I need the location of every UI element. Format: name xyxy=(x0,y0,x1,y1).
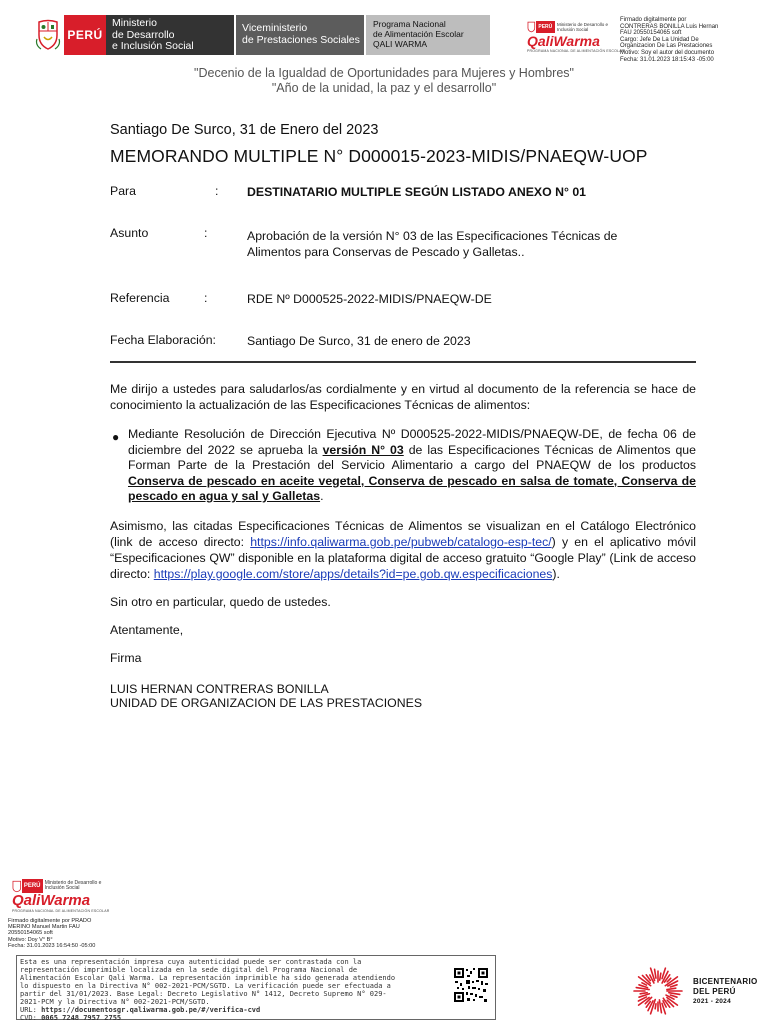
fecha-label: Fecha Elaboración: xyxy=(110,333,216,347)
verification-box: Esta es una representación impresa cuya autenticidad puede ser contrastada con la representación imprimible localizada en la sede digital del Programa Nacional de Alimentación Escolar Qali Warma. La representación imprimible ha sido generada atendiendo lo dispuesto en la Directiva N° 002-2021-PCM/SGTD. La verificación puede ser efectuada a partir del 31/01/2023. Base Legal: Decreto Legislativo N° 1412, Decreto Supremo N° 029- 2021-PCM y la Directiva N° 002-2021-PCM/SGTD. URL: https://documentosgr.qaliwarma.gob.pe/#/verifica-cvd CVD: 0065 7248 7957 2755 xyxy=(16,955,496,1020)
asunto-label: Asunto xyxy=(110,226,149,240)
referencia-label: Referencia xyxy=(110,291,170,305)
para-colon: : xyxy=(215,184,219,198)
signer-name: LUIS HERNAN CONTRERAS BONILLA xyxy=(110,682,329,696)
referencia-colon: : xyxy=(204,291,208,305)
referencia-value: RDE Nº D000525-2022-MIDIS/PNAEQW-DE xyxy=(247,292,492,306)
divider-rule xyxy=(110,361,696,363)
ministry-label: Ministerio de Desarrollo e Inclusión Social xyxy=(106,15,234,55)
memo-title: MEMORANDO MULTIPLE N° D000015-2023-MIDIS/PNAEQW-UOP xyxy=(110,146,648,166)
qaliwarma-logo-top: PERÚ Ministerio de Desarrollo e Inclusión Social QaliWarma PROGRAMA NACIONAL DE ALIMENTACIÓN ESCOLAR xyxy=(527,22,625,53)
digital-signature-bottom: Firmado digitalmente por PRADO MERINO Manuel Martin FAU 20550154065 soft Motivo: Doy V° B° Fecha: 31.01.2023 16:54:50 -05:00 xyxy=(8,918,96,949)
peru-label: PERÚ xyxy=(64,15,106,55)
asunto-value: Aprobación de la versión N° 03 de las Especificaciones Técnicas de Alimentos para Conservas de Pescado y Galletas.. xyxy=(247,229,618,259)
signer-unit: UNIDAD DE ORGANIZACION DE LAS PRESTACIONES xyxy=(110,696,423,710)
qr-code-icon xyxy=(453,967,489,1003)
para-value: DESTINATARIO MULTIPLE SEGÚN LISTADO ANEXO N° 01 xyxy=(247,185,586,199)
bullet-dot-icon: ● xyxy=(112,430,120,444)
qaliwarma-brand: QaliWarma xyxy=(527,33,600,49)
digital-signature-top: Firmado digitalmente por CONTRERAS BONILLA Luis Hernan FAU 20550154065 soft Cargo: Jefe De La Unidad De Organizacion De Las Prestaciones Motivo: Soy el autor del documento Fecha: 31.01.2023 18:15:43 -05:00 xyxy=(620,17,719,63)
vice-ministry-label: Viceministerio de Prestaciones Sociales xyxy=(236,15,364,55)
version-highlight: versión N° 03 xyxy=(322,442,404,457)
cvd-code: 0065 7248 7957 2755 xyxy=(41,1014,122,1022)
peru-coat-of-arms-icon xyxy=(32,15,64,55)
qaliwarma-logo-bottom: PERÚ Ministerio de Desarrollo e Inclusión Social QaliWarma PROGRAMA NACIONAL DE ALIMENTACIÓN ESCOLAR xyxy=(12,879,112,913)
regards-line: Atentamente, xyxy=(110,623,184,637)
para-label: Para xyxy=(110,184,136,198)
firma-line: Firma xyxy=(110,651,142,665)
program-label: Programa Nacional de Alimentación Escolar QALI WARMA xyxy=(366,15,490,55)
products-highlight: Conserva de pescado en aceite vegetal, Conserva de pescado en salsa de tomate, Conserva de pescado en agua y sal y Galletas xyxy=(128,473,696,503)
peru-coat-of-arms-icon xyxy=(527,21,536,33)
peru-coat-of-arms-icon xyxy=(12,880,22,893)
bullet-paragraph: Mediante Resolución de Dirección Ejecutiva Nº D000525-2022-MIDIS/PNAEQW-DE, de fecha 06 de diciembre del 2022 se aprueba la versión N° 03 de las Especificaciones Técnicas de Alimentos que Forman Parte de la Prestación del Servicio Alimentario a cargo del PNAEQW de los productos Conserva de pescado en aceite vegetal, Conserva de pescado en salsa de tomate, Conserva de pescado en agua y sal y Galletas. xyxy=(128,427,696,503)
memo-date: Santiago De Surco, 31 de Enero del 2023 xyxy=(110,122,379,138)
google-play-link[interactable]: https://play.google.com/store/apps/details?id=pe.gob.qw.especificaciones xyxy=(153,567,553,581)
bicentenario-burst-icon xyxy=(630,963,686,1019)
asunto-colon: : xyxy=(204,226,208,240)
header-logo-bar xyxy=(32,15,490,55)
bicentenario-logo: BICENTENARIO DEL PERÚ 2021 - 2024 xyxy=(630,963,768,1019)
decades-slogan: "Decenio de la Igualdad de Oportunidades para Mujeres y Hombres" "Año de la unidad, la paz y el desarrollo" xyxy=(194,66,574,95)
intro-paragraph: Me dirijo a ustedes para saludarlos/as cordialmente y en virtud al documento de la referencia se hace de conocimiento la actualización de las Especificaciones Técnicas de alimentos: xyxy=(110,382,696,412)
fecha-value: Santiago De Surco, 31 de enero de 2023 xyxy=(247,334,471,348)
qaliwarma-brand: QaliWarma xyxy=(12,892,91,909)
catalog-link[interactable]: https://info.qaliwarma.gob.pe/pubweb/catalogo-esp-tec/ xyxy=(250,535,552,549)
catalog-paragraph: Asimismo, las citadas Especificaciones Técnicas de Alimentos se visualizan en el Catálogo Electrónico (link de acceso directo: https://info.qaliwarma.gob.pe/pubweb/catalogo-esp-tec/) y en el aplicativo móvil “Especificaciones QW” disponible en la plataforma digital de acceso gratuito “Google Play” (Link de acceso directo: https://play.google.com/store/apps/details?id=pe.gob.qw.especificaciones). xyxy=(110,519,696,581)
verify-url[interactable]: https://documentosgr.qaliwarma.gob.pe/#/verifica-cvd xyxy=(41,1006,261,1014)
closing-line: Sin otro en particular, quedo de ustedes. xyxy=(110,595,331,609)
